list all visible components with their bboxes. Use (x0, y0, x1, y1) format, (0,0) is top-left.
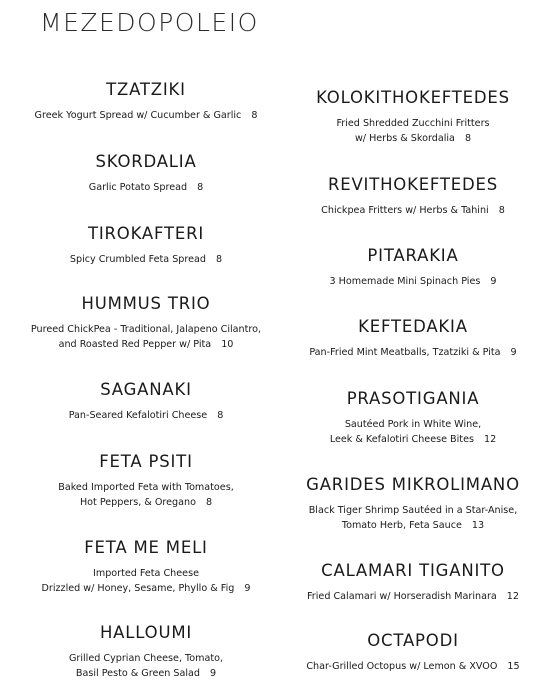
menu-item-name: SKORDALIA (95, 152, 197, 171)
menu-item-description (0, 408, 292, 423)
menu-item (0, 380, 292, 423)
menu-item (276, 246, 549, 289)
menu-item (276, 475, 549, 533)
description-line: Drizzled w/ Honey, Sesame, Phyllo & Fig 9 (41, 583, 251, 594)
menu-item-name: OCTAPODI (367, 631, 459, 650)
menu-item-name: PITARAKIA (367, 246, 459, 265)
menu-item (0, 152, 292, 195)
menu-item-price: 8 (197, 182, 204, 193)
menu-item-price: 8 (217, 410, 224, 421)
menu-item (276, 389, 549, 447)
menu-item-price: 12 (483, 434, 497, 445)
description-line: Leek & Kefalotiri Cheese Bites 12 (329, 434, 497, 445)
description-line: 3 Homemade Mini Spinach Pies 9 (329, 276, 497, 287)
description-line: Tomato Herb, Feta Sauce 13 (341, 520, 485, 531)
menu-item-description (0, 322, 292, 352)
description-line: w/ Herbs & Skordalia 8 (354, 133, 472, 144)
menu-item-description (0, 651, 292, 681)
description-line: Sautéed Pork in White Wine, (344, 419, 482, 430)
menu-item-name: TIROKAFTERI (87, 224, 205, 243)
menu-item (276, 631, 549, 674)
menu-item (0, 224, 292, 267)
menu-item-price: 8 (215, 254, 223, 265)
description-line: Chickpea Fritters w/ Herbs & Tahini 8 (321, 205, 505, 216)
menu-item (276, 175, 549, 218)
menu-item-description (276, 203, 549, 218)
menu-item-description (0, 180, 292, 195)
description-line: Baked Imported Feta with Tomatoes, (58, 482, 234, 493)
description-line: Imported Feta Cheese (93, 568, 199, 579)
description-line: Hot Peppers, & Oregano 8 (79, 497, 213, 508)
menu-item (0, 538, 292, 596)
menu-item-description (276, 417, 549, 447)
menu-item-price: 8 (251, 110, 258, 121)
menu-item-description (0, 566, 292, 596)
menu-item-description (276, 659, 549, 674)
menu-item-price: 9 (510, 347, 517, 358)
menu-item-price: 13 (471, 520, 485, 531)
description-line: Fried Shredded Zucchini Fritters (336, 118, 490, 129)
page-title: MEZEDOPOLEIO (40, 8, 259, 37)
menu-item (276, 88, 549, 146)
menu-item-name: FETA ME MELI (84, 538, 208, 557)
description-line: Spicy Crumbled Feta Spread 8 (69, 254, 223, 265)
menu-item-description (0, 108, 292, 123)
description-line: Garlic Potato Spread 8 (88, 182, 204, 193)
menu-item-name: CALAMARI TIGANITO (321, 561, 505, 580)
description-line: Greek Yogurt Spread w/ Cucumber & Garlic 8 (34, 110, 258, 121)
menu-item-price: 8 (498, 205, 505, 216)
menu-item (276, 317, 549, 360)
menu-item-price: 9 (490, 276, 497, 287)
menu-item (0, 623, 292, 681)
description-line: Char-Grilled Octopus w/ Lemon & XVOO 15 (306, 661, 520, 672)
menu-item-description (0, 480, 292, 510)
menu-item (276, 561, 549, 604)
menu-item-price: 9 (244, 583, 251, 594)
description-line: Pan-Seared Kefalotiri Cheese 8 (68, 410, 224, 421)
description-line: Fried Calamari w/ Horseradish Marinara 12 (306, 591, 519, 602)
menu-item-price: 12 (506, 591, 519, 602)
menu-item-name: KOLOKITHOKEFTEDES (316, 88, 510, 107)
menu-item-price: 8 (205, 497, 213, 508)
menu-item-name: KEFTEDAKIA (358, 317, 468, 336)
menu-item-price: 8 (464, 133, 472, 144)
description-line: Pan-Fried Mint Meatballs, Tzatziki & Pita 9 (309, 347, 517, 358)
menu-item-description (276, 345, 549, 360)
menu-item-name: HALLOUMI (99, 623, 193, 642)
menu-item-description (276, 116, 549, 146)
description-line: Grilled Cyprian Cheese, Tomato, (68, 653, 224, 664)
menu-item-description (0, 252, 292, 267)
menu-item (0, 80, 292, 123)
menu-item-description (276, 589, 549, 604)
menu-item-description (276, 274, 549, 289)
description-line: and Roasted Red Pepper w/ Pita 10 (58, 339, 234, 350)
menu-item-price: 9 (210, 668, 217, 679)
menu-item-name: GARIDES MIKROLIMANO (306, 475, 520, 494)
menu-item-price: 10 (221, 339, 234, 350)
menu-item-name: FETA PSITI (99, 452, 193, 471)
description-line: Basil Pesto & Green Salad 9 (75, 668, 217, 679)
menu-item-description (276, 503, 549, 533)
description-line: Pureed ChickPea - Traditional, Jalapeno Cilantro, (30, 324, 262, 335)
description-line: Black Tiger Shrimp Sautéed in a Star-Anise, (308, 505, 518, 516)
menu-item (0, 294, 292, 352)
menu-item (0, 452, 292, 510)
menu-item-name: TZATZIKI (106, 80, 186, 99)
menu-item-name: PRASOTIGANIA (346, 389, 480, 408)
menu-item-price: 15 (507, 661, 520, 672)
menu-item-name: REVITHOKEFTEDES (327, 175, 499, 194)
menu-item-name: SAGANAKI (100, 380, 192, 399)
menu-item-name: HUMMUS TRIO (81, 294, 211, 313)
